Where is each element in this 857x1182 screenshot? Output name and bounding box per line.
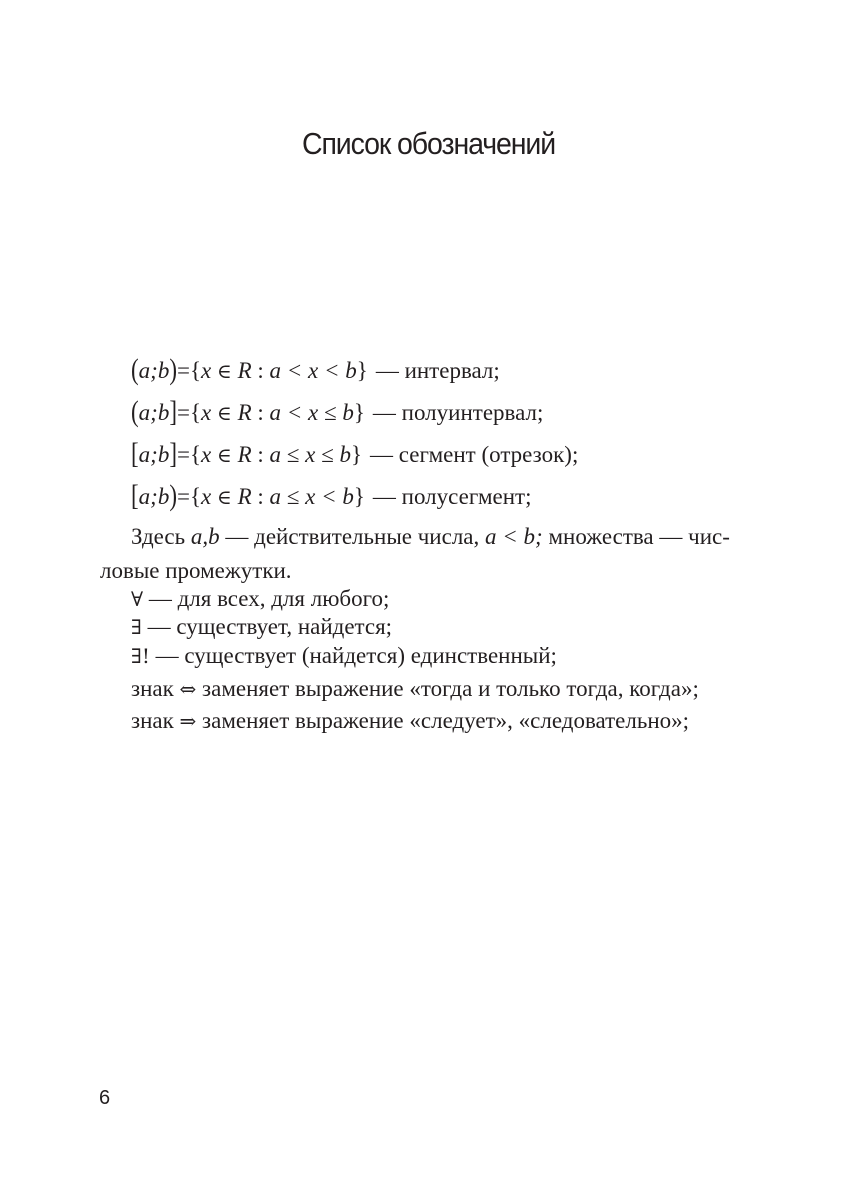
- definition-interval: (a;b)={x ∈ R : a < x < b} — интервал;: [131, 353, 500, 386]
- sign-implication: знак ⇒ заменяет выражение «следует», «следовательно»;: [131, 708, 690, 733]
- exists-unique-icon: ∃!: [131, 644, 150, 668]
- definition-description: — интервал;: [375, 358, 500, 383]
- definition-half-segment: [a;b)={x ∈ R : a ≤ x < b} — полусегмент;: [131, 479, 532, 512]
- double-arrow-icon: ⇔: [179, 677, 197, 701]
- page-title: Список обозначений: [301, 126, 556, 161]
- definition-description: — полуинтервал;: [372, 400, 544, 425]
- note-line-1: Здесь a,b — действительные числа, a < b; множества — чис-: [131, 524, 730, 549]
- page-number: 6: [99, 1087, 111, 1109]
- note-line-2: ловые промежутки.: [100, 558, 292, 583]
- definition-description: — сегмент (отрезок);: [370, 442, 579, 467]
- symbol-exists-unique: ∃! — существует (найдется) единственный;: [131, 643, 557, 668]
- symbol-exists: ∃ — существует, найдется;: [131, 614, 393, 639]
- note-vars: a,b: [190, 524, 220, 549]
- sign-equivalence: знак ⇔ заменяет выражение «тогда и только тогда, когда»;: [131, 676, 699, 701]
- definition-segment: [a;b]={x ∈ R : a ≤ x ≤ b} — сегмент (отрезок);: [131, 437, 579, 470]
- symbol-forall: ∀ — для всех, для любого;: [131, 586, 390, 611]
- right-arrow-icon: ⇒: [179, 709, 197, 733]
- note-relation: a < b;: [485, 524, 543, 549]
- definition-description: — полусегмент;: [372, 484, 532, 509]
- exists-icon: ∃: [131, 615, 142, 639]
- definition-half-interval: (a;b]={x ∈ R : a < x ≤ b} — полуинтервал;: [131, 395, 544, 428]
- forall-icon: ∀: [131, 587, 144, 611]
